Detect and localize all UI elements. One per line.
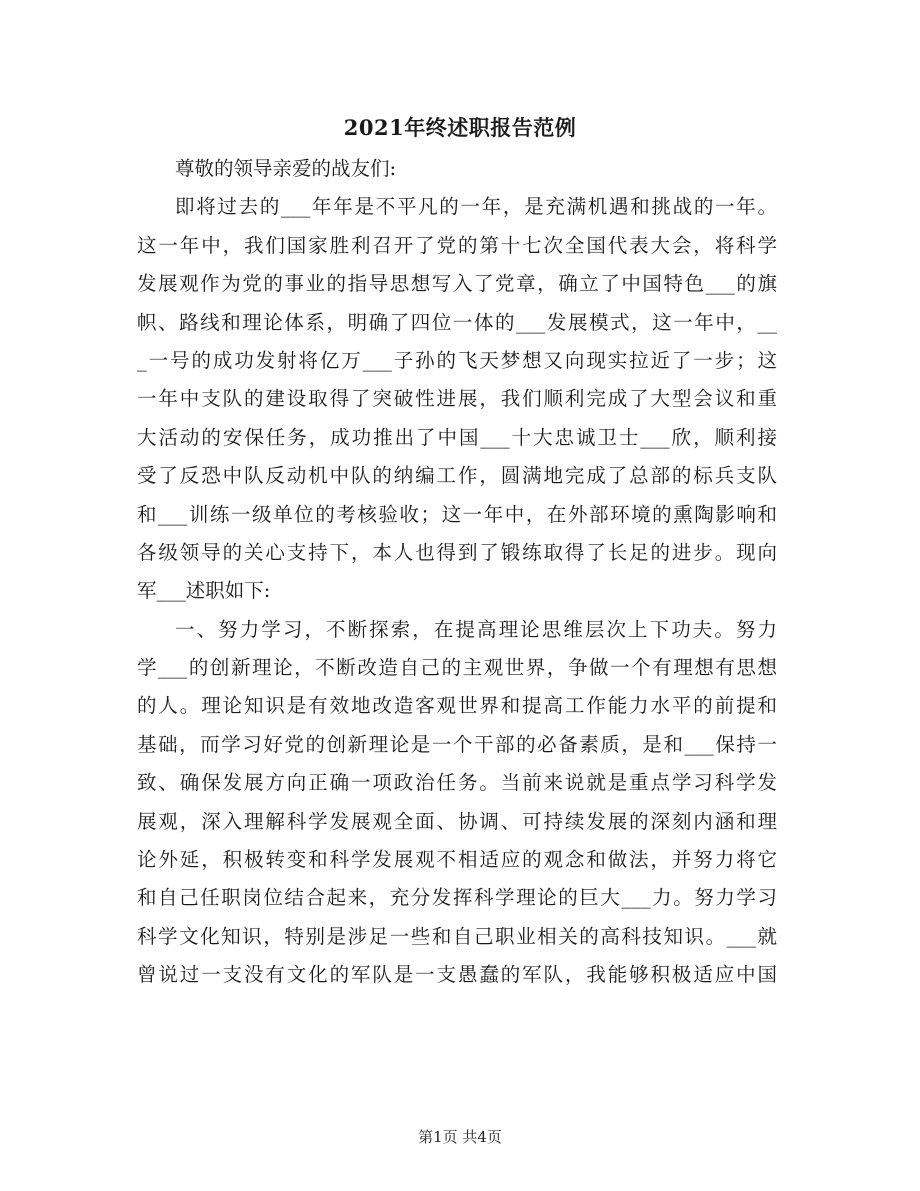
text-line: 各级领导的关心支持下，本人也得到了锻练取得了长足的进步。现向 (137, 540, 777, 564)
text-line: 发展观作为党的事业的指导思想写入了党章，确立了中国特色___的旗 (137, 272, 777, 296)
text-line: 致、确保发展方向正确一项政治任务。当前来说就是重点学习科学发 (137, 771, 777, 795)
text-line: 曾说过一支没有文化的军队是一支愚蠢的军队，我能够积极适应中国 (137, 963, 777, 987)
text-line: 展观，深入理解科学发展观全面、协调、可持续发展的深刻内涵和理 (137, 809, 777, 833)
page-footer: 第1页 共4页 (418, 1128, 502, 1146)
text-line: 和自己任职岗位结合起来，充分发挥科学理论的巨大___力。努力学习 (137, 886, 777, 910)
text-line: 受了反恐中队反动机中队的纳编工作，圆满地完成了总部的标兵支队 (137, 464, 777, 488)
text-line: 这一年中，我们国家胜利召开了党的第十七次全国代表大会，将科学 (137, 233, 777, 257)
text-line: 一年中支队的建设取得了突破性进展，我们顺利完成了大型会议和重 (137, 387, 777, 411)
text-line: 帜、路线和理论体系，明确了四位一体的___发展模式，这一年中，__ (137, 310, 777, 334)
text-line: 科学文化知识，特别是涉足一些和自己职业相关的高科技知识。___就 (137, 924, 777, 948)
text-line: 论外延，积极转变和科学发展观不相适应的观念和做法，并努力将它 (137, 848, 777, 872)
text-line: 大活动的安保任务，成功推出了中国___十大忠诚卫士___欣，顺利接 (137, 425, 777, 449)
text-line: _一号的成功发射将亿万___子孙的飞天梦想又向现实拉近了一步；这 (137, 348, 777, 372)
text-line: 一、努力学习，不断探索，在提高理论思维层次上下功夫。努力 (175, 617, 777, 641)
document-title: 2021年终述职报告范例 (343, 115, 577, 140)
document-body (137, 150, 777, 995)
text-line: 即将过去的___年年是不平凡的一年，是充满机遇和挑战的一年。 (175, 195, 777, 219)
text-line: 军___述职如下: (137, 579, 271, 603)
text-line: 和___训练一级单位的考核验收；这一年中，在外部环境的熏陶影响和 (137, 502, 777, 526)
text-line: 的人。理论知识是有效地改造客观世界和提高工作能力水平的前提和 (137, 694, 777, 718)
text-line: 尊敬的领导亲爱的战友们: (175, 157, 397, 180)
text-line: 学___的创新理论，不断改造自己的主观世界，争做一个有理想有思想 (137, 656, 777, 680)
text-line: 基础，而学习好党的创新理论是一个干部的必备素质，是和___保持一 (137, 732, 777, 756)
